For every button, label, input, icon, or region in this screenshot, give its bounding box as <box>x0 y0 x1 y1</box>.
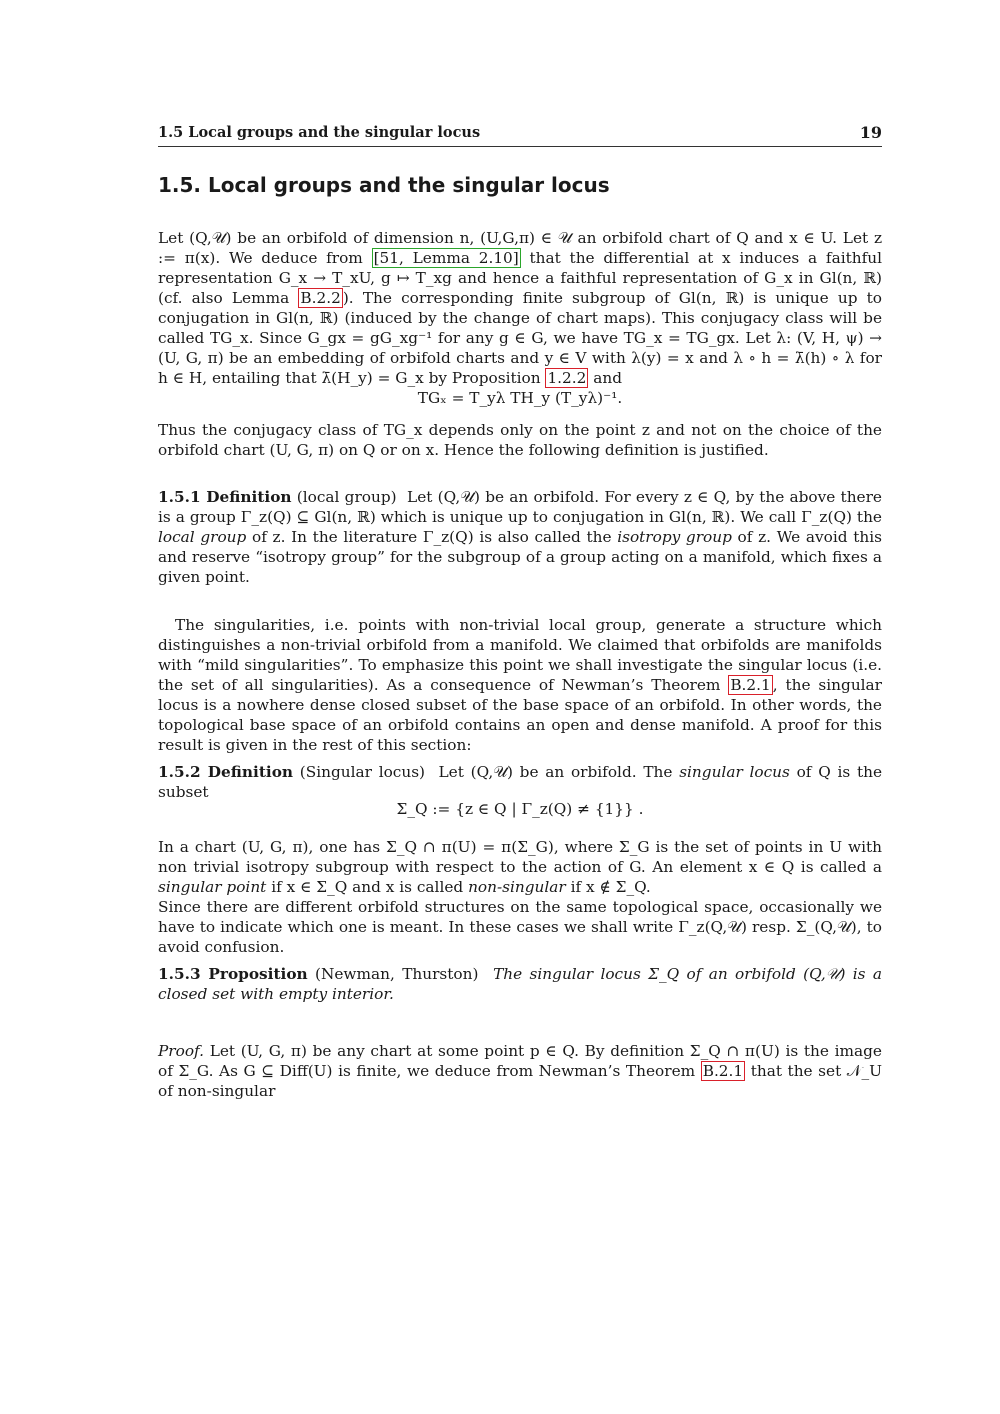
intro-paragraph <box>158 228 882 388</box>
def2-text-1: Let (Q,𝒰) be an orbifold. The <box>438 763 680 781</box>
proposition-label: 1.5.3 Proposition <box>158 965 308 983</box>
page-number: 19 <box>859 123 882 142</box>
definition-label: 1.5.1 Definition <box>158 488 292 506</box>
proposition-text: The singular locus Σ_Q of an orbifold (Q,𝒰) is a closed set with empty interior. <box>158 965 882 1003</box>
intro-text-4: and <box>588 369 623 387</box>
def1-text-3: of z. We avoid this and reserve “isotropy group” for the subgroup of a group acting on a manifold, which fixes a given point. <box>158 528 882 586</box>
def1-emphasis-1: local group <box>158 528 247 546</box>
def2-text-2: of Q is the subset <box>158 763 883 801</box>
proof-paragraph <box>158 1041 882 1101</box>
intro-text-2: that the differential at x induces a faithful representation G_x → T_xU, g ↦ T_xg and hence a faithful representation of G_x in Gl(n, ℝ) (cf. also Lemma <box>158 249 882 307</box>
intro-text-3: ). The corresponding finite subgroup of Gl(n, ℝ) is unique up to conjugation in Gl(n, ℝ) (induced by the change of chart maps). This conjugacy class will be called TG_x. Since G_gx = gG_xg⁻¹ for any g ∈ G, we have TG_x = TG_gx. Let λ: (V, H, ψ) → (U, G, π) be an embedding of orbifold charts and y ∈ V with λ(y) = x and λ ∘ h = λ̄(h) ∘ λ for h ∈ H, entailing that λ̄(H_y) = G_x by Proposition <box>158 289 882 387</box>
def1-text-2: of z. In the literature Γ_z(Q) is also called the <box>246 528 618 546</box>
def1-text-1: Let (Q,𝒰) be an orbifold. For every z ∈ Q, by the above there is a group Γ_z(Q) ⊆ Gl(n, ℝ) which is unique up to conjugation in Gl(n, ℝ). We call Γ_z(Q) the <box>158 488 882 526</box>
after-eq2-text-1: In a chart (U, G, π), one has Σ_Q ∩ π(U) = π(Σ_G), where Σ_G is the set of points in U with non trivial isotropy subgroup with respect to the action of G. An element x ∈ Q is called a <box>158 838 882 876</box>
after-eq2-text-2: if x ∈ Σ_Q and x is called <box>266 878 469 896</box>
def1-emphasis-2: isotropy group <box>617 528 732 546</box>
para2-text-2: , the singular locus is a nowhere dense closed subset of the base space of an orbifold. In other words, the topological base space of an orbifold contains an open and dense manifold. A proof for this result is given in the rest of this section: <box>158 676 882 754</box>
after-eq2-emphasis-2: non-singular <box>468 878 566 896</box>
definition-label: 1.5.2 Definition <box>158 763 294 781</box>
proof-label: Proof. <box>158 1042 205 1060</box>
intro-text-1: Let (Q,𝒰) be an orbifold of dimension n, (U,G,π) ∈ 𝒰 an orbifold chart of Q and x ∈ U. Let z := π(x). We deduce from <box>158 229 882 267</box>
def2-emphasis: singular locus <box>679 763 790 781</box>
after-eq2-text-3: if x ∉ Σ_Q. <box>565 878 651 896</box>
ref-link-b21-proof[interactable]: B.2.1 <box>702 1062 744 1080</box>
definition-singular-locus <box>158 762 882 802</box>
definition-name: (Singular locus) <box>299 763 426 781</box>
section-title: 1.5. Local groups and the singular locus <box>158 173 610 197</box>
singularities-paragraph <box>158 615 882 755</box>
after-equation-2-paragraph <box>158 837 882 957</box>
equation-tgx: TGₓ = T_yλ TH_y (T_yλ)⁻¹. <box>417 389 623 407</box>
definition-name: (local group) <box>296 488 397 506</box>
header-section: 1.5 Local groups and the singular locus <box>158 124 481 141</box>
proposition-singular-locus <box>158 964 882 1004</box>
after-eq2-line-2: Since there are different orbifold structures on the same topological space, occasionally we have to indicate which one is meant. In these cases we shall write Γ_z(Q,𝒰) resp. Σ_(Q,𝒰), to avoid confusion. <box>158 898 882 956</box>
para2-text-1: The singularities, i.e. points with non-trivial local group, generate a structure which distinguishes a non-trivial orbifold from a manifold. We claimed that orbifolds are manifolds with “mild singularities”. To emphasize this point we shall investigate the singular locus (i.e. the set of all singularities). As a consequence of Newman’s Theorem <box>158 616 882 694</box>
equation-sigma-q: Σ_Q := {z ∈ Q | Γ_z(Q) ≠ {1}} . <box>396 800 644 818</box>
after-eq2-emphasis-1: singular point <box>158 878 267 896</box>
ref-link-b21[interactable]: B.2.1 <box>730 676 771 694</box>
citation-link[interactable]: [51, Lemma 2.10] <box>373 249 519 267</box>
ref-link-122[interactable]: 1.2.2 <box>547 369 587 387</box>
after-equation-paragraph: Thus the conjugacy class of TG_x depends only on the point z and not on the choice of the orbifold chart (U, G, π) on Q or on x. Hence the following definition is justified. <box>158 421 882 459</box>
definition-local-group <box>158 487 882 587</box>
proposition-name: (Newman, Thurston) <box>315 965 479 983</box>
proof-text-1: Let (U, G, π) be any chart at some point p ∈ Q. By definition Σ_Q ∩ π(U) is the image of Σ_G. As G ⊆ Diff(U) is finite, we deduce from Newman’s Theorem <box>158 1042 882 1080</box>
running-header <box>158 124 882 147</box>
ref-link-b22[interactable]: B.2.2 <box>300 289 341 307</box>
proof-text-2: that the set 𝒩_U of non-singular <box>158 1062 882 1100</box>
